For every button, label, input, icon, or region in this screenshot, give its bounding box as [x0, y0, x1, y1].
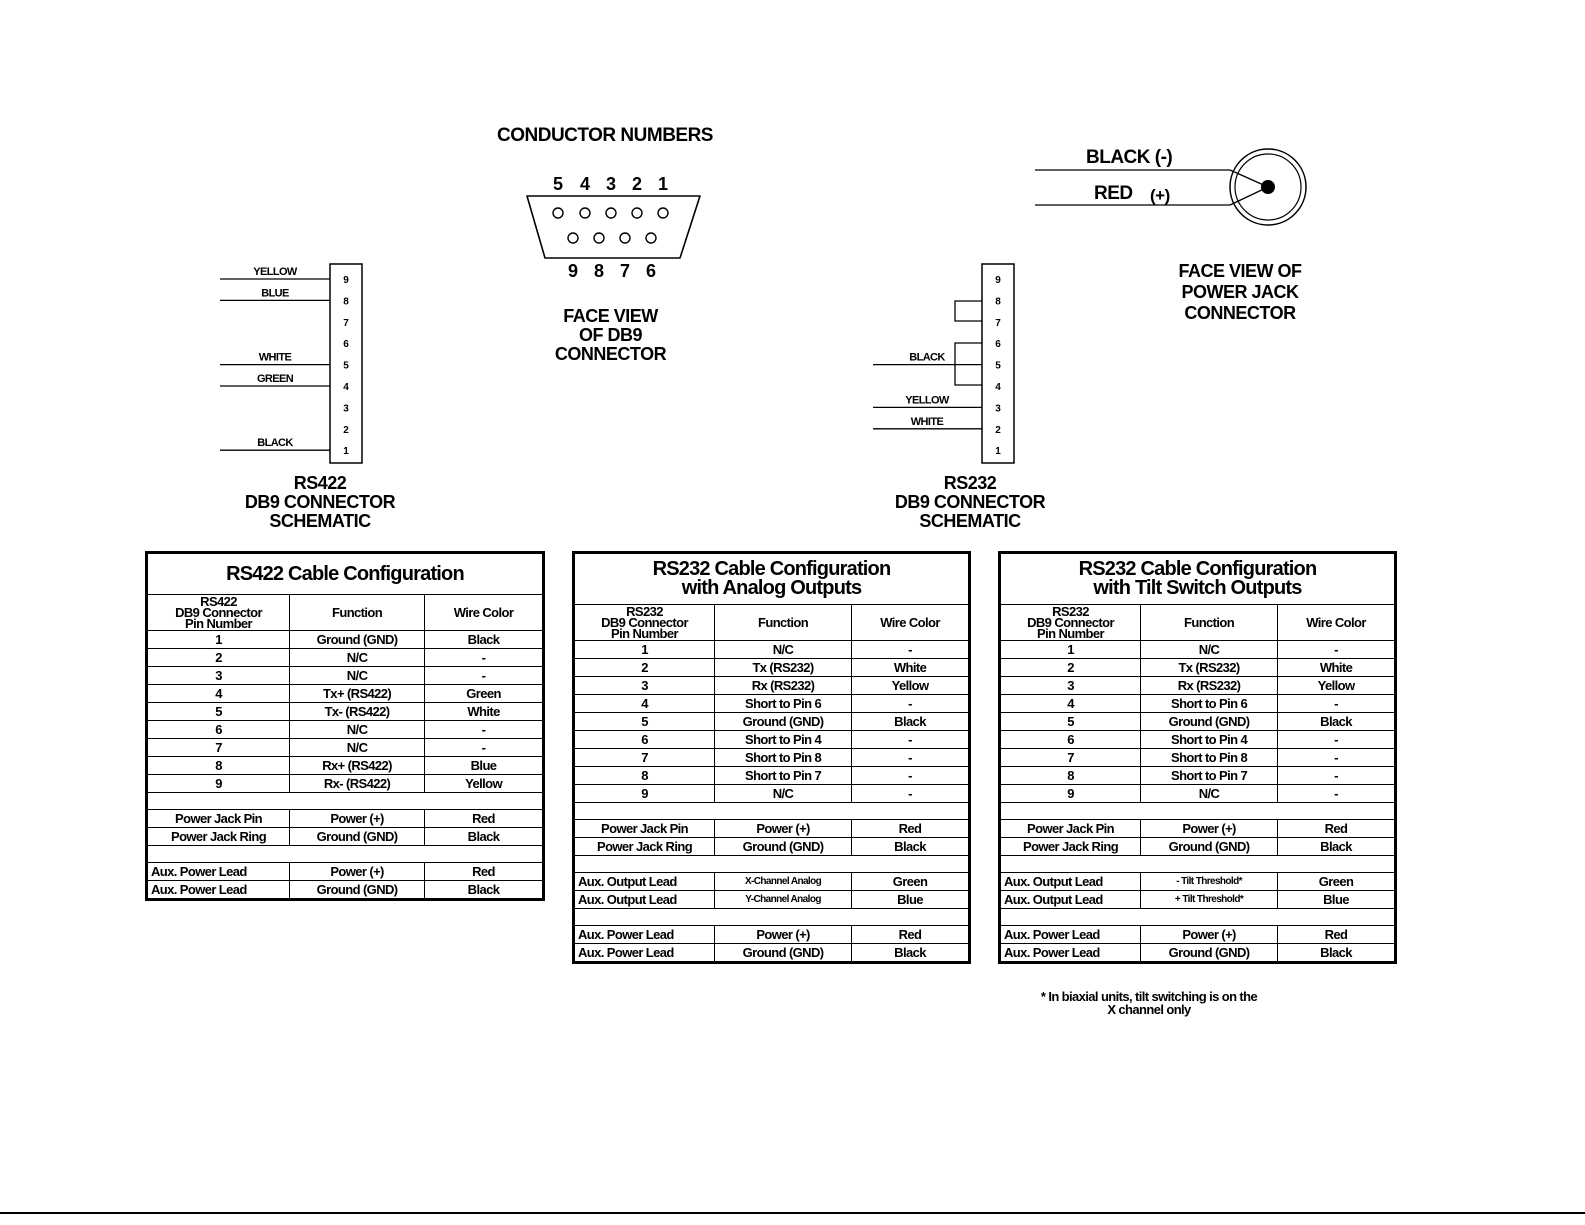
cell-wire-color: Black [425, 631, 544, 649]
db9-bottom-pin-hole [620, 233, 630, 243]
db9-caption-line-3: CONNECTOR [554, 344, 667, 364]
rs232-analog-col-pin-line-2: DB9 Connector [601, 615, 688, 630]
cell-function: Short to Pin 6 [1141, 695, 1278, 713]
cell-function: Power (+) [715, 820, 852, 838]
db9-bottom-pin-hole [568, 233, 578, 243]
db9-bottom-pin-number: 7 [619, 261, 631, 281]
cell-pin: Aux. Power Lead [147, 863, 290, 881]
cell-pin: 4 [147, 685, 290, 703]
table-row [574, 873, 970, 891]
cell-wire-color: - [1278, 785, 1396, 803]
cell-pin: 2 [574, 659, 715, 677]
cell-wire-color: Red [425, 810, 544, 828]
cell-pin: 8 [1000, 767, 1141, 785]
cell-pin: Aux. Power Lead [574, 926, 715, 944]
red-label: RED [1094, 183, 1133, 204]
cell-pin: 5 [147, 703, 290, 721]
db9-bottom-pin-hole [646, 233, 656, 243]
rs232-jumper-7-8 [955, 301, 982, 321]
schematic-wire-label: YELLOW [905, 394, 949, 407]
schematic-wire-label: BLACK [257, 437, 293, 450]
cell-wire-color: Black [852, 944, 970, 963]
cell-pin: 1 [147, 631, 290, 649]
schematic-pin-number: 5 [995, 360, 1001, 372]
spacer-row [574, 803, 970, 820]
cell-function: Short to Pin 6 [715, 695, 852, 713]
rs422-table-title: RS422 Cable Configuration [147, 553, 544, 595]
spacer-row [1000, 909, 1396, 926]
table-row [574, 713, 970, 731]
cell-wire-color: Black [852, 838, 970, 856]
schematic-wire-label: WHITE [910, 415, 944, 428]
cell-function: Power (+) [290, 810, 425, 828]
table-row [147, 685, 544, 703]
cell-wire-color: Yellow [425, 775, 544, 793]
table-row [1000, 926, 1396, 944]
cell-pin: Aux. Output Lead [1000, 873, 1141, 891]
jack-center-pin [1261, 180, 1275, 194]
cell-pin: Aux. Power Lead [574, 944, 715, 963]
cell-function: X-Channel Analog [715, 873, 852, 891]
db9-top-pin-hole [580, 208, 590, 218]
power-jack-caption-line-1: FACE VIEW OF [1178, 261, 1302, 281]
db9-top-pin-number: 2 [631, 174, 643, 194]
table-row [147, 828, 544, 846]
cell-function: N/C [715, 785, 852, 803]
table-row [147, 721, 544, 739]
rs422-caption-line-2: DB9 CONNECTOR [244, 492, 396, 512]
schematic-pin-number: 1 [343, 446, 349, 458]
schematic-pin-number: 7 [343, 317, 349, 329]
conductor-numbers-heading: CONDUCTOR NUMBERS [497, 125, 713, 146]
table-row [574, 695, 970, 713]
schematic-pin-number: 5 [343, 360, 349, 372]
rs422-schematic [210, 255, 380, 470]
cell-wire-color: Green [852, 873, 970, 891]
cell-function: Rx (RS232) [715, 677, 852, 695]
db9-face-diagram [515, 168, 715, 286]
table-row [574, 659, 970, 677]
cell-function: Tx (RS232) [1141, 659, 1278, 677]
cell-wire-color: Red [852, 820, 970, 838]
cell-pin: 9 [147, 775, 290, 793]
rs232-caption-line-1: RS232 [943, 473, 997, 493]
cell-wire-color: White [852, 659, 970, 677]
table-row [574, 891, 970, 909]
cell-wire-color: - [852, 731, 970, 749]
cell-function: Ground (GND) [290, 828, 425, 846]
cell-function: N/C [1141, 641, 1278, 659]
db9-top-pin-number: 1 [657, 174, 669, 194]
cell-pin: Aux. Power Lead [147, 881, 290, 900]
schematic-pin-number: 8 [343, 296, 349, 308]
schematic-wire-label: WHITE [258, 351, 292, 364]
cell-pin: Power Jack Ring [147, 828, 290, 846]
cell-function: N/C [290, 667, 425, 685]
cell-pin: Power Jack Pin [574, 820, 715, 838]
cell-function: Tx- (RS422) [290, 703, 425, 721]
power-jack-caption-line-3: CONNECTOR [1184, 303, 1296, 323]
rs232-tilt-col-pin-line-2: DB9 Connector [1027, 615, 1114, 630]
schematic-pin-number: 3 [995, 403, 1001, 415]
rs422-col-pin-line-2: DB9 Connector [175, 605, 262, 620]
cell-pin: Aux. Power Lead [1000, 944, 1141, 963]
cell-wire-color: White [1278, 659, 1396, 677]
cell-function: Tx (RS232) [715, 659, 852, 677]
cell-function: Ground (GND) [290, 631, 425, 649]
spacer-row [1000, 803, 1396, 820]
table-row [1000, 731, 1396, 749]
cell-wire-color: - [425, 667, 544, 685]
cell-function: Ground (GND) [290, 881, 425, 900]
rs232-tilt-col-pin-header [1000, 605, 1141, 641]
rs232-schematic-caption [890, 474, 1050, 531]
schematic-wire-label: BLACK [909, 351, 945, 364]
rs232-tilt-title-line-2: with Tilt Switch Outputs [1093, 577, 1302, 599]
cell-wire-color: Yellow [852, 677, 970, 695]
cell-function: Ground (GND) [1141, 713, 1278, 731]
cell-wire-color: - [425, 721, 544, 739]
rs232-analog-col-color-header: Wire Color [852, 605, 970, 641]
cell-wire-color: Black [1278, 838, 1396, 856]
power-jack-caption-line-2: POWER JACK [1181, 282, 1299, 302]
table-row [1000, 695, 1396, 713]
schematic-pin-number: 2 [995, 424, 1001, 436]
cell-wire-color: Red [1278, 820, 1396, 838]
cell-function: Power (+) [1141, 926, 1278, 944]
table-row [1000, 944, 1396, 963]
cell-pin: 3 [574, 677, 715, 695]
cell-pin: 7 [147, 739, 290, 757]
rs232-tilt-config-table [998, 551, 1397, 964]
cell-function: Power (+) [715, 926, 852, 944]
power-jack-diagram [1030, 140, 1320, 240]
rs232-analog-config-table [572, 551, 971, 964]
rs232-analog-col-function-header: Function [715, 605, 852, 641]
table-row [1000, 659, 1396, 677]
rs232-analog-col-pin-line-3: Pin Number [611, 626, 678, 641]
table-row [1000, 820, 1396, 838]
table-row [147, 863, 544, 881]
table-row [574, 731, 970, 749]
schematic-pin-number: 6 [343, 339, 349, 351]
table-row [147, 631, 544, 649]
rs232-analog-col-pin-line-1: RS232 [626, 604, 663, 619]
db9-top-pin-hole [658, 208, 668, 218]
table-row [1000, 677, 1396, 695]
rs232-caption-line-3: SCHEMATIC [919, 511, 1021, 531]
schematic-pin-number: 2 [343, 424, 349, 436]
cell-pin: Aux. Output Lead [1000, 891, 1141, 909]
cell-wire-color: - [852, 785, 970, 803]
cell-pin: 7 [1000, 749, 1141, 767]
rs422-col-pin-header [147, 595, 290, 631]
cell-function: Short to Pin 7 [715, 767, 852, 785]
cell-function: N/C [1141, 785, 1278, 803]
db9-top-pin-hole [606, 208, 616, 218]
rs422-col-function-header: Function [290, 595, 425, 631]
cell-wire-color: - [425, 649, 544, 667]
db9-face-caption [548, 307, 673, 364]
cell-pin: 4 [1000, 695, 1141, 713]
cell-pin: 1 [1000, 641, 1141, 659]
spacer-row [574, 909, 970, 926]
cell-pin: Power Jack Ring [1000, 838, 1141, 856]
cell-function: N/C [290, 721, 425, 739]
red-plus-label: (+) [1150, 186, 1170, 205]
rs232-tilt-title-line-1: RS232 Cable Configuration [1078, 558, 1317, 580]
schematic-wire-label: YELLOW [253, 266, 297, 278]
db9-bottom-pin-number: 9 [567, 261, 579, 281]
cell-pin: 3 [1000, 677, 1141, 695]
cell-pin: 4 [574, 695, 715, 713]
cell-function: Short to Pin 8 [715, 749, 852, 767]
rs232-analog-title-line-1: RS232 Cable Configuration [652, 558, 891, 580]
tilt-footnote [1033, 990, 1265, 1016]
table-row [1000, 767, 1396, 785]
cell-function: Short to Pin 4 [715, 731, 852, 749]
schematic-pin-number: 4 [343, 382, 349, 393]
rs232-schematic [865, 255, 1035, 470]
db9-bottom-pin-hole [594, 233, 604, 243]
cell-wire-color: - [1278, 731, 1396, 749]
db9-bottom-pin-number: 8 [593, 261, 605, 281]
table-row [574, 820, 970, 838]
rs232-analog-table-title [574, 553, 970, 605]
cell-function: Short to Pin 8 [1141, 749, 1278, 767]
cell-wire-color: Blue [425, 757, 544, 775]
cell-function: Ground (GND) [1141, 944, 1278, 963]
db9-shell-outline [527, 196, 700, 258]
rs422-col-pin-line-3: Pin Number [185, 616, 253, 631]
cell-function: Ground (GND) [715, 838, 852, 856]
cell-function: Y-Channel Analog [715, 891, 852, 909]
spacer-row [1000, 856, 1396, 873]
cell-function: Ground (GND) [1141, 838, 1278, 856]
rs232-tilt-col-pin-line-1: RS232 [1052, 604, 1089, 619]
cell-wire-color: Green [1278, 873, 1396, 891]
db9-top-pin-number: 5 [552, 174, 564, 194]
db9-top-pin-number: 4 [579, 174, 591, 194]
cell-wire-color: White [425, 703, 544, 721]
cell-wire-color: Blue [852, 891, 970, 909]
cell-function: Rx- (RS422) [290, 775, 425, 793]
rs422-col-pin-line-1: RS422 [200, 594, 237, 609]
cell-pin: 2 [147, 649, 290, 667]
spacer-row [147, 846, 544, 863]
cell-wire-color: - [852, 641, 970, 659]
db9-caption-line-1: FACE VIEW [563, 306, 658, 326]
rs232-caption-line-2: DB9 CONNECTOR [894, 492, 1046, 512]
cell-function: Rx+ (RS422) [290, 757, 425, 775]
cell-pin: 2 [1000, 659, 1141, 677]
schematic-pin-number: 4 [995, 382, 1001, 393]
cell-wire-color: - [1278, 641, 1396, 659]
db9-top-pin-hole [632, 208, 642, 218]
cell-wire-color: - [425, 739, 544, 757]
cell-function: Rx (RS232) [1141, 677, 1278, 695]
cell-function: Tx+ (RS422) [290, 685, 425, 703]
schematic-pin-number: 6 [995, 339, 1001, 351]
table-row [1000, 785, 1396, 803]
rs422-col-color-header: Wire Color [425, 595, 544, 631]
schematic-pin-number: 8 [995, 296, 1001, 308]
cell-wire-color: - [1278, 767, 1396, 785]
black-minus-label: BLACK (-) [1086, 147, 1173, 168]
cell-pin: Aux. Power Lead [1000, 926, 1141, 944]
cell-wire-color: Black [425, 881, 544, 900]
schematic-pin-number: 7 [995, 317, 1001, 329]
table-row [1000, 713, 1396, 731]
table-row [1000, 749, 1396, 767]
cell-wire-color: Red [852, 926, 970, 944]
power-jack-caption [1165, 261, 1315, 324]
cell-wire-color: Black [1278, 944, 1396, 963]
cell-wire-color: - [852, 767, 970, 785]
cell-pin: 6 [574, 731, 715, 749]
cell-function: Power (+) [1141, 820, 1278, 838]
cell-function: N/C [290, 649, 425, 667]
cell-function: Short to Pin 7 [1141, 767, 1278, 785]
table-row [574, 944, 970, 963]
table-row [147, 739, 544, 757]
cell-wire-color: - [1278, 749, 1396, 767]
cell-function: - Tilt Threshold* [1141, 873, 1278, 891]
cell-pin: 1 [574, 641, 715, 659]
table-row [1000, 873, 1396, 891]
cell-wire-color: Black [1278, 713, 1396, 731]
cell-pin: 9 [1000, 785, 1141, 803]
table-row [574, 785, 970, 803]
db9-top-pin-hole [553, 208, 563, 218]
cell-pin: 5 [574, 713, 715, 731]
table-row [147, 667, 544, 685]
cell-wire-color: Red [425, 863, 544, 881]
schematic-pin-number: 3 [343, 403, 349, 415]
cell-pin: 6 [1000, 731, 1141, 749]
rs422-caption-line-1: RS422 [293, 473, 347, 493]
table-row [147, 757, 544, 775]
spacer-row [574, 856, 970, 873]
cell-function: N/C [715, 641, 852, 659]
cell-wire-color: - [852, 695, 970, 713]
db9-bottom-pin-number: 6 [645, 261, 657, 281]
table-row [574, 749, 970, 767]
page-bottom-rule [0, 1212, 1585, 1214]
schematic-pin-number: 9 [995, 275, 1001, 286]
cell-pin: 8 [147, 757, 290, 775]
cell-pin: 9 [574, 785, 715, 803]
rs232-analog-col-pin-header [574, 605, 715, 641]
cell-function: Power (+) [290, 863, 425, 881]
table-row [1000, 891, 1396, 909]
table-row [574, 641, 970, 659]
schematic-wire-label: GREEN [256, 373, 294, 385]
schematic-pin-number: 1 [995, 446, 1001, 458]
schematic-pin-number: 9 [343, 275, 349, 286]
cell-pin: Power Jack Pin [147, 810, 290, 828]
rs232-tilt-col-pin-line-3: Pin Number [1037, 626, 1104, 641]
table-row [1000, 641, 1396, 659]
rs232-tilt-table-title [1000, 553, 1396, 605]
cell-pin: 8 [574, 767, 715, 785]
table-row [147, 649, 544, 667]
table-row [574, 677, 970, 695]
cell-pin: 7 [574, 749, 715, 767]
rs232-tilt-col-color-header: Wire Color [1278, 605, 1396, 641]
cell-pin: 5 [1000, 713, 1141, 731]
spacer-row [147, 793, 544, 810]
table-row [147, 775, 544, 793]
table-row [147, 881, 544, 900]
cell-wire-color: Black [425, 828, 544, 846]
cell-function: Ground (GND) [715, 713, 852, 731]
table-row [574, 926, 970, 944]
rs422-config-table [145, 551, 545, 901]
cell-function: N/C [290, 739, 425, 757]
cell-pin: 6 [147, 721, 290, 739]
rs422-caption-line-3: SCHEMATIC [269, 511, 371, 531]
db9-top-pin-number: 3 [605, 174, 617, 194]
table-row [147, 810, 544, 828]
cell-wire-color: - [1278, 695, 1396, 713]
table-row [1000, 838, 1396, 856]
cell-pin: Aux. Output Lead [574, 891, 715, 909]
cell-wire-color: Black [852, 713, 970, 731]
cell-function: + Tilt Threshold* [1141, 891, 1278, 909]
cell-function: Ground (GND) [715, 944, 852, 963]
schematic-wire-label: BLUE [261, 287, 289, 300]
cell-wire-color: Yellow [1278, 677, 1396, 695]
cell-wire-color: Blue [1278, 891, 1396, 909]
rs232-tilt-col-function-header: Function [1141, 605, 1278, 641]
table-row [147, 703, 544, 721]
rs232-analog-title-line-2: with Analog Outputs [681, 577, 862, 599]
cell-pin: Power Jack Ring [574, 838, 715, 856]
footnote-line-2: X channel only [1107, 1002, 1191, 1017]
cell-pin: 3 [147, 667, 290, 685]
footnote-line-1: * In biaxial units, tilt switching is on the [1040, 989, 1258, 1004]
table-row [574, 838, 970, 856]
rs422-schematic-caption [240, 474, 400, 531]
cell-function: Short to Pin 4 [1141, 731, 1278, 749]
cell-wire-color: Green [425, 685, 544, 703]
cell-pin: Aux. Output Lead [574, 873, 715, 891]
cell-pin: Power Jack Pin [1000, 820, 1141, 838]
db9-caption-line-2: OF DB9 [578, 325, 642, 345]
table-row [574, 767, 970, 785]
cell-wire-color: Red [1278, 926, 1396, 944]
cell-wire-color: - [852, 749, 970, 767]
